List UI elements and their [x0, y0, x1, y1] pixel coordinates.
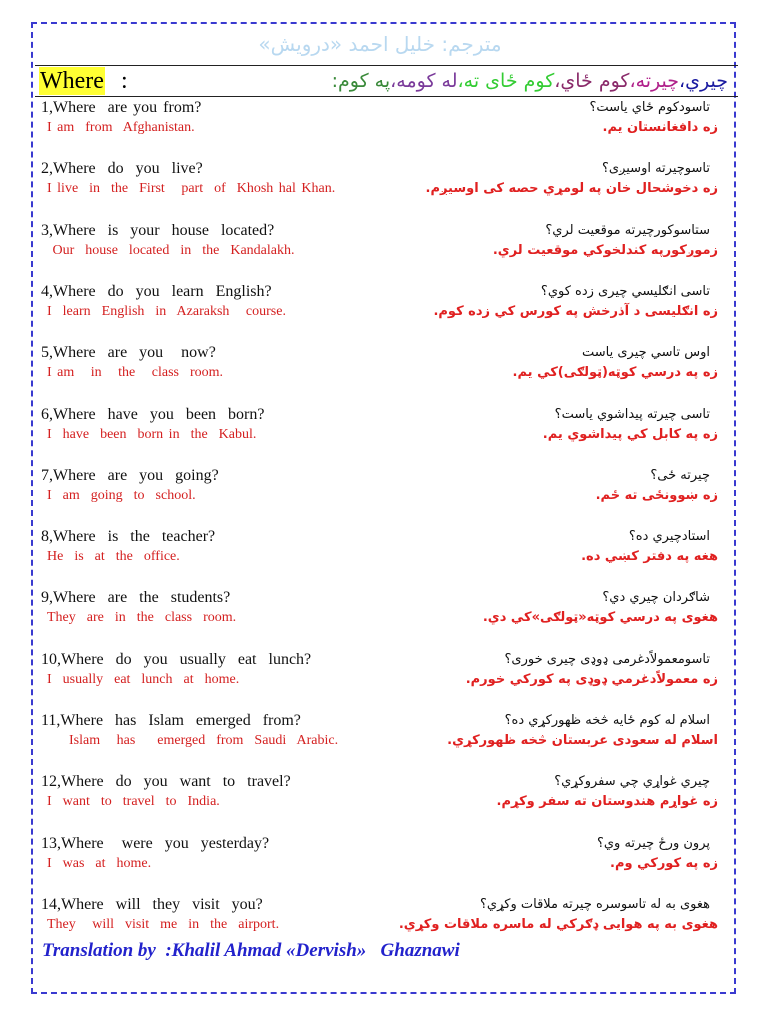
- phrase-item: [0, 222, 768, 272]
- header-pashto: [332, 66, 728, 96]
- question-pashto: تاسودكوم ځاي ياست؟: [589, 100, 710, 115]
- phrase-item: [0, 896, 768, 946]
- answer-english: I am from Afghanistan.: [47, 120, 195, 135]
- answer-pashto: هغوى به په هوايى ډګركي له ماسره ملاقات وكړي.: [398, 916, 718, 932]
- answer-pashto: زه ښوونځى ته ځم.: [595, 487, 718, 503]
- question-english: 3,Where is your house located?: [41, 221, 275, 239]
- phrase-item: [0, 344, 768, 394]
- phrase-item: [0, 160, 768, 210]
- header-row: [35, 65, 738, 97]
- phrase-item: [0, 283, 768, 333]
- header-colon: :: [121, 68, 128, 94]
- header-pashto-segment: په كوم:: [331, 70, 391, 92]
- question-english: 14,Where will they visit you?: [41, 895, 263, 913]
- answer-pashto: زه غواړم هندوستان ته سفر وكړم.: [496, 794, 718, 810]
- answer-pashto: زه انګليسى د آذرخش په كورس كي زده كوم.: [433, 303, 718, 319]
- answer-pashto: زه معمولاًدغرمي ډوډى په كوركي خورم.: [465, 671, 718, 687]
- question-english: 4,Where do you learn English?: [41, 282, 272, 300]
- question-english: 2,Where do you live?: [41, 160, 203, 178]
- answer-english: I want to travel to India.: [47, 794, 220, 810]
- question-english: 11,Where has Islam emerged from?: [41, 712, 301, 729]
- phrase-item: [0, 528, 768, 578]
- question-english: 13,Where were you yesterday?: [41, 834, 270, 852]
- answer-english: I usually eat lunch at home.: [47, 671, 240, 687]
- question-english: 5,Where are you now?: [41, 344, 216, 362]
- watermark: مترجم: خليل احمد «درويش»: [258, 32, 502, 56]
- question-pashto: پرون ورځ چيرته وي؟: [596, 835, 710, 851]
- question-english: 6,Where have you been born?: [41, 405, 265, 423]
- phrase-item: [0, 99, 768, 149]
- question-english: 10,Where do you usually eat lunch?: [41, 650, 312, 668]
- phrase-item: [0, 467, 768, 517]
- answer-pashto: زموږكورپه كندلخوكي موقعيت لري.: [492, 242, 718, 258]
- question-english: 7,Where are you going?: [41, 466, 219, 484]
- question-pashto: چيرته ځى؟: [650, 467, 710, 483]
- header-pashto-segment: چيري،: [679, 70, 728, 92]
- answer-english: I am in the class room.: [47, 365, 224, 381]
- answer-english: Our house located in the Kandalakh.: [47, 242, 295, 258]
- question-pashto: اوس تاسي چيرى ياست: [581, 345, 710, 361]
- answer-english: I have been born in the Kabul.: [47, 426, 257, 442]
- question-english: 9,Where are the students?: [41, 589, 231, 607]
- question-english: 1,Where are you from?: [41, 99, 202, 116]
- question-pashto: شاګردان چيري دي؟: [602, 590, 710, 606]
- header-pashto-segment: كوم ځاى ته،: [457, 70, 555, 92]
- phrase-item: [0, 712, 768, 762]
- phrase-item: [0, 589, 768, 639]
- answer-pashto: زه دخوشحال خان په لومړي حصه كى اوسيږم.: [425, 181, 718, 197]
- translation-credit: Translation by :Khalil Ahmad «Dervish» Ghaznawi: [42, 940, 460, 961]
- phrase-item: [0, 651, 768, 701]
- answer-english: They will visit me in the airport.: [47, 916, 280, 932]
- header-pashto-segment: چيرته،: [629, 70, 680, 92]
- answer-english: I live in the First part of Khosh hal Khan.: [47, 181, 336, 197]
- answer-english: He is at the office.: [47, 549, 180, 565]
- question-pashto: هغوى به له تاسوسره چيرته ملاقات وكړي؟: [480, 896, 710, 912]
- phrase-item: [0, 773, 768, 823]
- phrase-item: [0, 835, 768, 885]
- answer-pashto: هغه په دفتر كښي ده.: [581, 549, 718, 565]
- question-pashto: استادچيري ده؟: [628, 529, 710, 545]
- answer-english: I learn English in Azaraksh course.: [47, 303, 286, 319]
- question-pashto: تاسى انګليسي چيرى زده كوي؟: [540, 283, 710, 299]
- header-title: Where: [40, 68, 104, 94]
- answer-english: Islam has emerged from Saudi Arabic.: [47, 733, 339, 748]
- question-pashto: تاسوچيرته اوسيږى؟: [602, 161, 710, 177]
- answer-english: They are in the class room.: [47, 610, 237, 626]
- answer-pashto: زه په كوركي وم.: [610, 855, 718, 871]
- answer-pashto: زه دافغانستان يم.: [602, 120, 718, 135]
- answer-pashto: زه په درسي كوټه(ټولګى)كي يم.: [512, 365, 718, 381]
- phrase-item: [0, 406, 768, 456]
- question-pashto: اسلام له كوم ځايه څخه ظهوركړي ده؟: [504, 713, 710, 728]
- question-pashto: ستاسوكورچيرته موقعيت لري؟: [545, 222, 710, 238]
- question-english: 8,Where is the teacher?: [41, 528, 216, 546]
- answer-pashto: زه په كابل كي پيداشوي يم.: [542, 426, 718, 442]
- question-pashto: چيري غواړي چي سفروكړي؟: [554, 774, 710, 790]
- header-pashto-segment: كوم ځاي،: [554, 70, 630, 92]
- answer-english: I am going to school.: [47, 487, 196, 503]
- question-pashto: تاسى چيرته پيداشوي ياست؟: [554, 406, 710, 422]
- answer-english: I was at home.: [47, 855, 152, 871]
- question-english: 12,Where do you want to travel?: [41, 773, 291, 791]
- header-pashto-segment: له كومه،: [390, 70, 458, 92]
- question-pashto: تاسومعمولاًدغرمى ډوډى چيرى خورى؟: [504, 651, 710, 667]
- answer-pashto: اسلام له سعودى عربستان څخه ظهوركړي.: [447, 733, 718, 748]
- answer-pashto: هغوى په درسي كوټه«ټولګى»كي دي.: [482, 610, 718, 626]
